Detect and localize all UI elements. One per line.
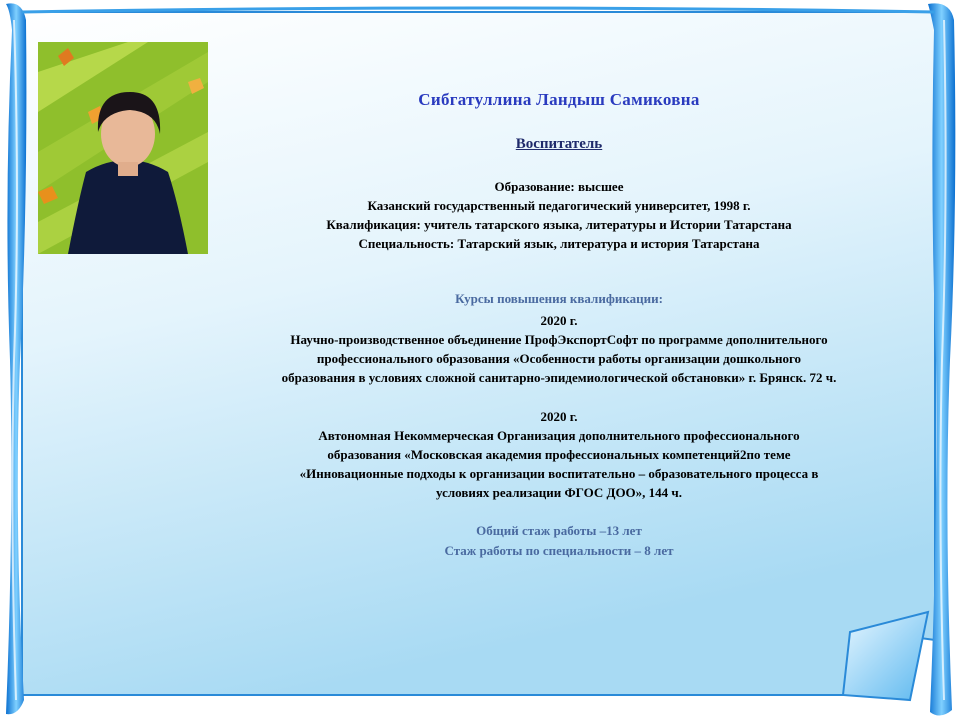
course-line: образования «Московская академия профессиональных компетенций2по теме (327, 447, 791, 462)
teacher-name: Сибгатуллина Ландыш Самиковна (418, 90, 700, 109)
course-line: образования в условиях сложной санитарно-эпидемиологической обстановки» г. Брянск. 72 ч. (281, 370, 837, 385)
education-line: Казанский государственный педагогический университет, 1998 г. (367, 198, 751, 213)
profile-photo (38, 42, 208, 254)
education-line: Квалификация: учитель татарского языка, литературы и Истории Татарстана (326, 217, 792, 232)
course-line: условиях реализации ФГОС ДОО», 144 ч. (436, 485, 682, 500)
course-item (200, 407, 918, 502)
education-block (200, 177, 918, 253)
course-year: 2020 г. (540, 313, 578, 328)
teacher-position: Воспитатель (515, 136, 603, 152)
courses-title: Курсы повышения квалификации: (455, 291, 663, 306)
education-line: Специальность: Татарский язык, литература и история Татарстана (358, 236, 760, 251)
experience-specialty: Стаж работы по специальности – 8 лет (444, 543, 674, 558)
course-item (200, 311, 918, 387)
course-line: профессионального образования «Особенности работы организации дошкольного (316, 351, 802, 366)
course-year: 2020 г. (540, 409, 578, 424)
experience-block (200, 521, 918, 561)
course-line: Автономная Некоммерческая Организация дополнительного профессионального (318, 428, 800, 443)
course-line: «Инновационные подходы к организации воспитательно – образовательного процесса в (299, 466, 819, 481)
experience-total: Общий стаж работы –13 лет (476, 523, 642, 538)
education-line: Образование: высшее (494, 179, 624, 194)
course-line: Научно-производственное объединение ПрофЭкспортСофт по программе дополнительного (290, 332, 828, 347)
